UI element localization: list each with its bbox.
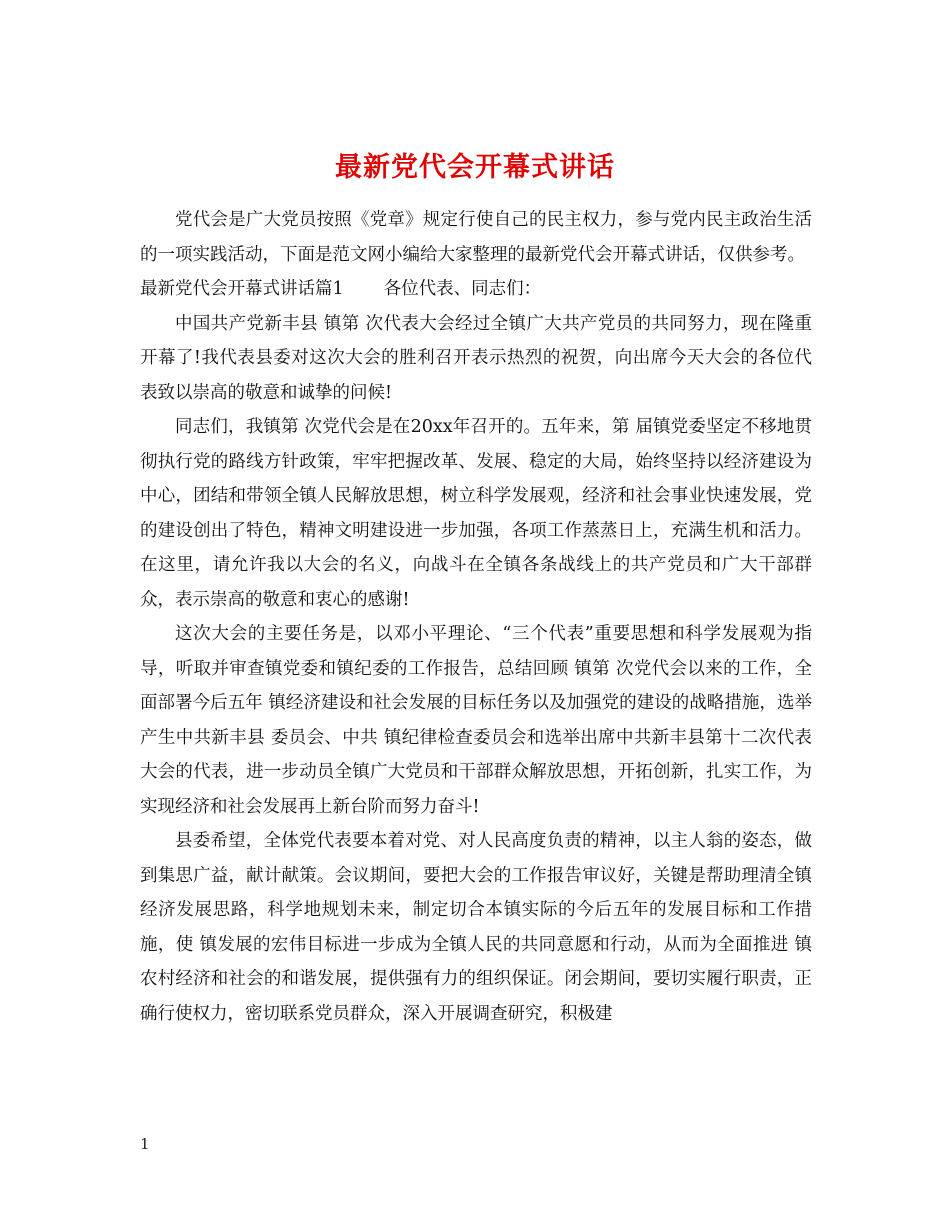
body-paragraph-4: 县委希望，全体党代表要本着对党、对人民高度负责的精神，以主人翁的姿态，做到集思广益，献计献策。会议期间，要把大会的工作报告审议好，关键是帮助理清全镇经济发展思路，科学地规划未来，制定切合本镇实际的今后五年的发展目标和工作措施，使 镇发展的宏伟目标进一步成为全镇人民的共同意愿和行动，从而为全面推进 镇农村经济和社会的和谐发展，提供强有力的组织保证。闭会期间，要切实履行职责，正确行使权力，密切联系党员群众，深入开展调查研究，积极建 [140,831,812,1024]
body-paragraph-2: 同志们，我镇第 次党代会是在20xx年召开的。五年来，第 届镇党委坚定不移地贯彻执行党的路线方针政策，牢牢把握改革、发展、稳定的大局，始终坚持以经济建设为中心，团结和带领全镇人民解放思想，树立科学发展观，经济和社会事业快速发展，党的建设创出了特色，精神文明建设进一步加强，各项工作蒸蒸日上，充满生机和活力。在这里，请允许我以大会的名义，向战斗在全镇各条战线上的共产党员和广大干部群众，表示崇高的敬意和衷心的感谢! [140,417,812,610]
salutation: 各位代表、同志们： [383,279,542,299]
section-title: 最新党代会开幕式讲话篇1 [140,279,344,299]
body-paragraph-3: 这次大会的主要任务是，以邓小平理论、“三个代表”重要思想和科学发展观为指导，听取并审查镇党委和镇纪委的工作报告，总结回顾 镇第 次党代会以来的工作，全面部署今后五年 镇经济建设和社会发展的目标任务以及加强党的建设的战略措施，选举产生中共新丰县 委员会、中共 镇纪律检查委员会和选举出席中共新丰县第十二次代表大会的代表，进一步动员全镇广大党员和干部群众解放思想，开拓创新，扎实工作，为实现经济和社会发展再上新台阶而努力奋斗! [140,624,812,817]
page-number: 1 [140,1135,150,1153]
intro-paragraph: 党代会是广大党员按照《党章》规定行使自己的民主权力，参与党内民主政治生活的一项实践活动，下面是范文网小编给大家整理的最新党代会开幕式讲话，仅供参考。 [140,210,812,265]
page-title: 最新党代会开幕式讲话 [335,152,615,184]
document-body [140,203,812,1031]
body-paragraph-1: 中国共产党新丰县 镇第 次代表大会经过全镇广大共产党员的共同努力，现在隆重开幕了!我代表县委对这次大会的胜利召开表示热烈的祝贺，向出席今天大会的各位代表致以崇高的敬意和诚挚的问候! [140,313,812,403]
section-heading-line [140,272,812,307]
